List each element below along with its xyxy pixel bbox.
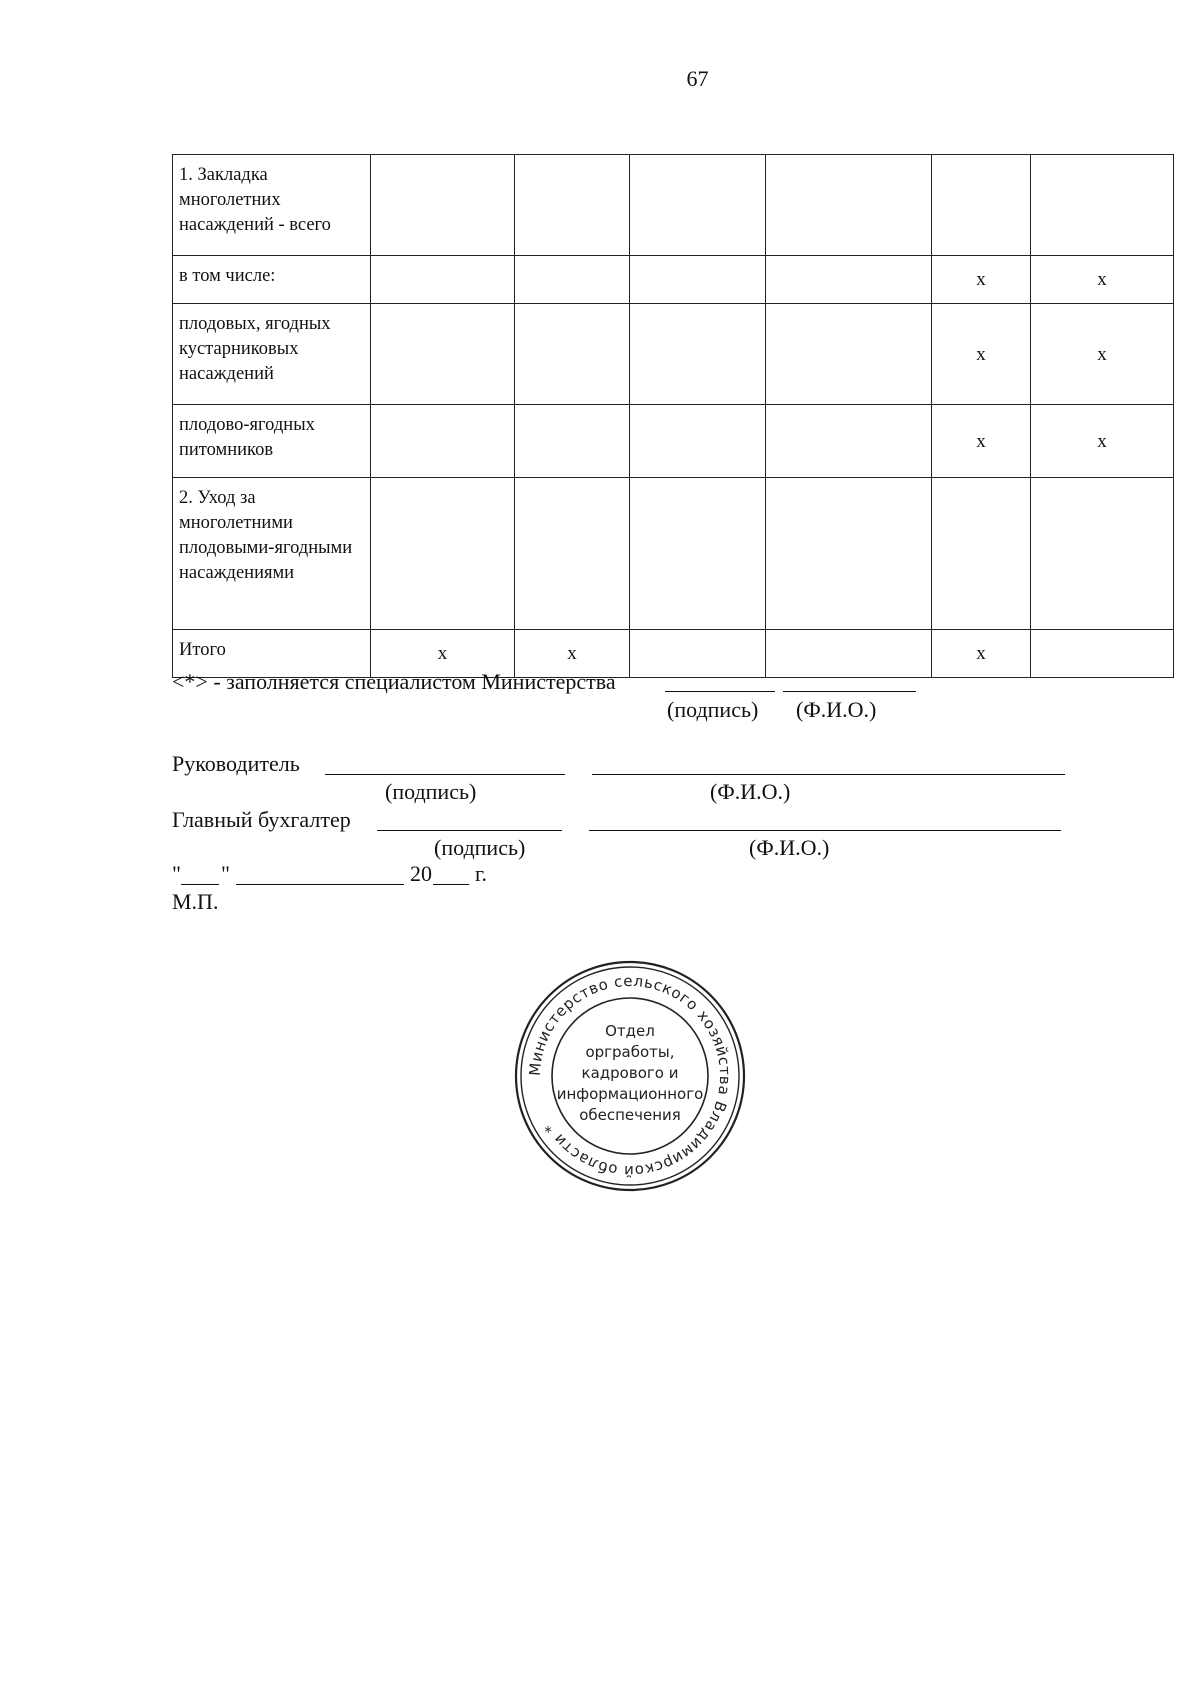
- table-cell: [630, 256, 766, 304]
- row-label: Итого: [173, 630, 371, 678]
- table-cell: [766, 304, 932, 405]
- row-label: в том числе:: [173, 256, 371, 304]
- table-row: [173, 405, 1174, 478]
- footnote-name-line: [783, 691, 916, 692]
- row-label: плодово-ягодных питомников: [173, 405, 371, 478]
- stamp-line: оргработы,: [585, 1043, 675, 1061]
- head-sign-caption: (подпись): [385, 779, 477, 804]
- table-cell: [371, 478, 515, 630]
- table-cell: [515, 155, 630, 256]
- table-cell: x: [371, 630, 515, 678]
- stamp-line: кадрового и: [581, 1064, 679, 1082]
- table-cell: [371, 304, 515, 405]
- table-cell: [1031, 630, 1174, 678]
- table-cell: [932, 478, 1031, 630]
- table-cell: [766, 405, 932, 478]
- date-year-prefix: 20: [410, 861, 432, 886]
- table-cell: [515, 304, 630, 405]
- head-sign-line: [325, 774, 565, 775]
- table-cell: x: [1031, 405, 1174, 478]
- table-cell: [371, 405, 515, 478]
- table-cell: x: [932, 304, 1031, 405]
- table-cell: [515, 478, 630, 630]
- table-cell: [766, 478, 932, 630]
- table-cell: [630, 405, 766, 478]
- table-row: [173, 155, 1174, 256]
- table-cell: [1031, 478, 1174, 630]
- table-cell: [630, 304, 766, 405]
- accountant-label: Главный бухгалтер: [172, 807, 351, 832]
- table-cell: x: [932, 256, 1031, 304]
- head-name-line: [592, 774, 1065, 775]
- stamp-line: информационного: [556, 1085, 704, 1103]
- row-label: 2. Уход за многолетними плодовыми-ягодными насаждениями: [173, 478, 371, 630]
- stamp-center-text: [557, 1022, 704, 1124]
- head-name-caption: (Ф.И.О.): [710, 779, 791, 804]
- table-row: [173, 304, 1174, 405]
- table-cell: [371, 256, 515, 304]
- footnote-name-caption: (Ф.И.О.): [796, 697, 877, 722]
- date-month-line: [236, 884, 404, 885]
- table-cell: [766, 630, 932, 678]
- date-day-line: [181, 884, 219, 885]
- table-row: [173, 478, 1174, 630]
- table-cell: x: [1031, 304, 1174, 405]
- table-cell: [932, 155, 1031, 256]
- table-cell: x: [515, 630, 630, 678]
- table-row: [173, 256, 1174, 304]
- footnote-sign-caption: (подпись): [667, 697, 759, 722]
- stamp-line: Отдел: [605, 1022, 655, 1040]
- table-cell: x: [1031, 256, 1174, 304]
- row-label: плодовых, ягодных кустарниковых насаждений: [173, 304, 371, 405]
- data-table: [172, 154, 1174, 678]
- official-stamp: [512, 958, 748, 1194]
- seal-place-label: М.П.: [172, 889, 219, 914]
- accountant-sign-line: [377, 830, 562, 831]
- accountant-name-line: [589, 830, 1061, 831]
- table-cell: [515, 256, 630, 304]
- stamp-line: обеспечения: [579, 1106, 681, 1124]
- date-year-suffix: г.: [475, 861, 488, 886]
- table-cell: [371, 155, 515, 256]
- table-cell: [630, 478, 766, 630]
- row-label: 1. Закладка многолетних насаждений - всего: [173, 155, 371, 256]
- footnote-sign-line: [665, 691, 775, 692]
- accountant-name-caption: (Ф.И.О.): [749, 835, 830, 860]
- table-cell: [630, 155, 766, 256]
- date-year-line: [433, 884, 469, 885]
- head-label: Руководитель: [172, 751, 300, 776]
- table-cell: [766, 256, 932, 304]
- table-cell: [1031, 155, 1174, 256]
- date-quote-close: ": [221, 861, 230, 886]
- table-cell: [515, 405, 630, 478]
- table-cell: x: [932, 630, 1031, 678]
- page-number: 67: [686, 66, 709, 91]
- date-quote-open: ": [172, 861, 181, 886]
- table-cell: [766, 155, 932, 256]
- stamp-ring-text: Министерство сельского хозяйства Владимирской области *: [525, 971, 735, 1181]
- accountant-sign-caption: (подпись): [434, 835, 526, 860]
- table-cell: [630, 630, 766, 678]
- table-cell: x: [932, 405, 1031, 478]
- footnote-text: <*> - заполняется специалистом Министерства: [172, 669, 616, 694]
